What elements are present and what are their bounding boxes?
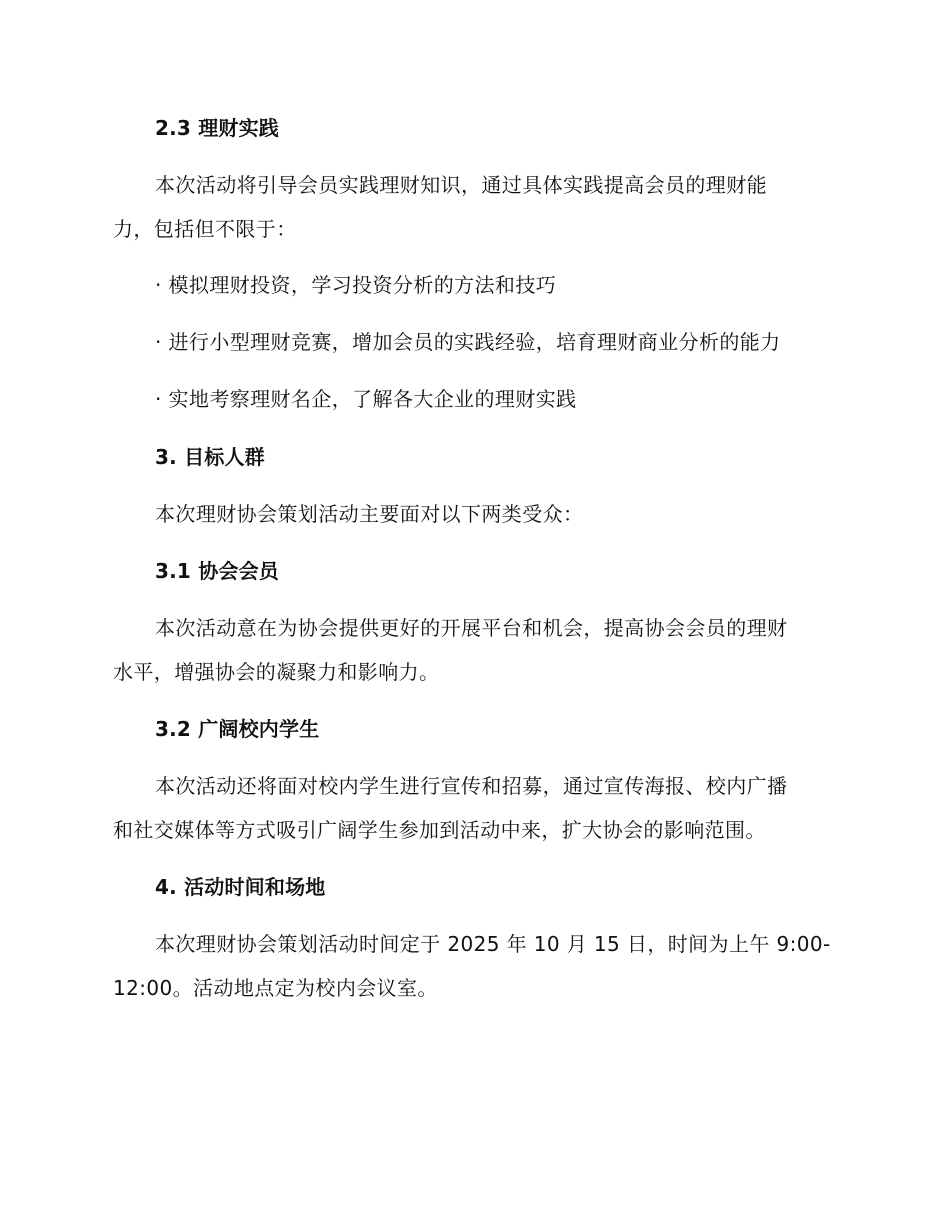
section-heading-4: 4. 活动时间和场地 [155, 875, 326, 899]
section-heading-3: 3. 目标人群 [155, 445, 265, 469]
paragraph-line: 本次活动还将面对校内学生进行宣传和招募，通过宣传海报、校内广播 [155, 774, 788, 798]
section-heading-2-3: 2.3 理财实践 [155, 116, 279, 140]
paragraph-line: 水平，增强协会的凝聚力和影响力。 [113, 660, 440, 684]
section-paragraph-3 [113, 500, 835, 528]
section-paragraph-3-2 [113, 772, 835, 844]
section-heading-3-2: 3.2 广阔校内学生 [155, 717, 320, 741]
section-paragraph-2-3 [113, 171, 835, 243]
bullet-item: · 进行小型理财竞赛，增加会员的实践经验，培育理财商业分析的能力 [155, 330, 781, 354]
paragraph-line: 本次活动将引导会员实践理财知识，通过具体实践提高会员的理财能 [155, 173, 767, 197]
paragraph-line: 12:00。活动地点定为校内会议室。 [113, 976, 438, 1000]
section-paragraph-3-1 [113, 614, 835, 686]
bullet-item: · 模拟理财投资，学习投资分析的方法和技巧 [155, 273, 557, 297]
paragraph-line: 力，包括但不限于： [113, 217, 297, 241]
paragraph-line: 本次理财协会策划活动主要面对以下两类受众： [155, 502, 584, 526]
paragraph-line: 本次理财协会策划活动时间定于 2025 年 10 月 15 日，时间为上午 9:00- [155, 932, 831, 956]
paragraph-line: 本次活动意在为协会提供更好的开展平台和机会，提高协会会员的理财 [155, 616, 788, 640]
section-heading-3-1: 3.1 协会会员 [155, 559, 279, 583]
document-body [113, 113, 835, 1030]
section-paragraph-4 [113, 930, 835, 1002]
bullet-item: · 实地考察理财名企，了解各大企业的理财实践 [155, 387, 577, 411]
paragraph-line: 和社交媒体等方式吸引广阔学生参加到活动中来，扩大协会的影响范围。 [113, 818, 766, 842]
